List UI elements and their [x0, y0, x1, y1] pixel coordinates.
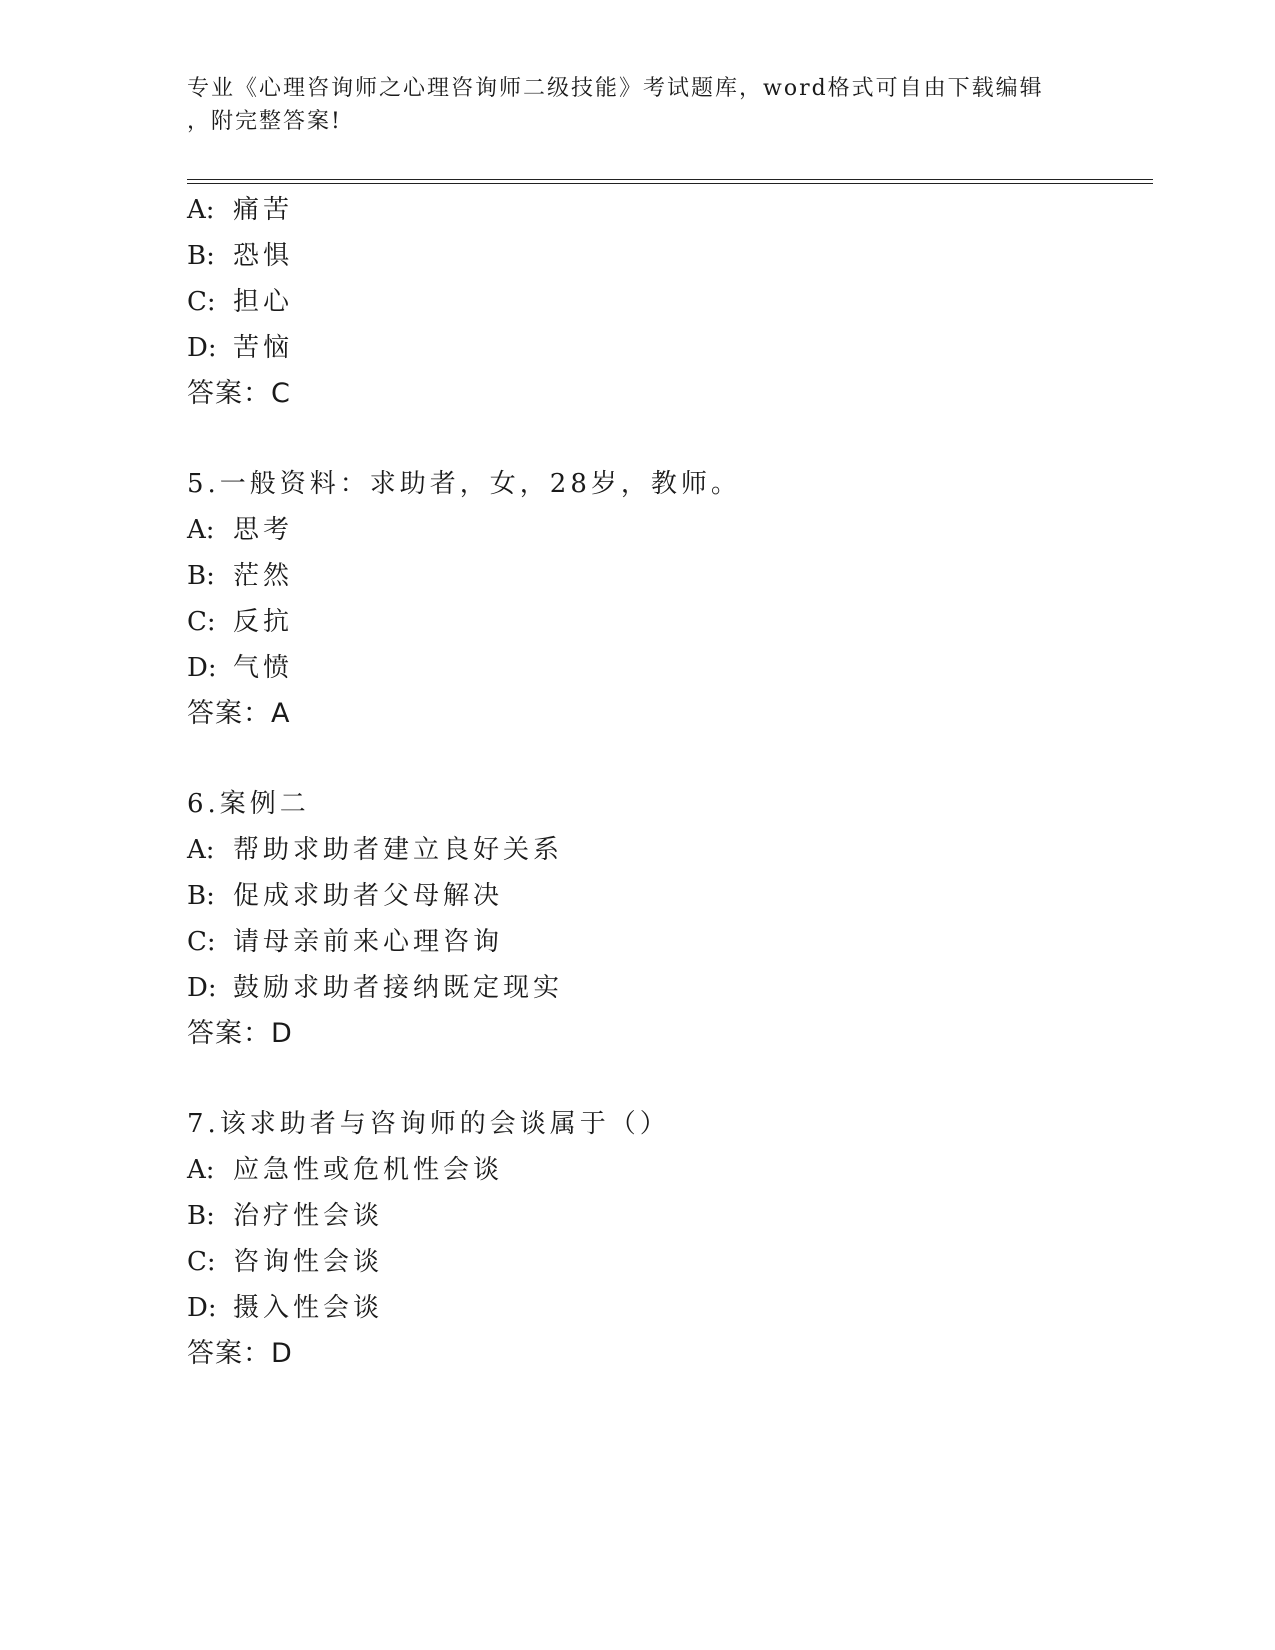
option-c [187, 599, 1147, 645]
option-letter: B: [187, 881, 215, 911]
option-text: 治疗性会谈 [233, 1201, 384, 1231]
question-block [187, 1101, 1147, 1377]
option-b [187, 553, 1147, 599]
spacer [187, 417, 1147, 461]
option-text: 应急性或危机性会谈 [233, 1155, 504, 1185]
question-block [187, 781, 1147, 1057]
header-rule-top [187, 179, 1153, 180]
option-letter: C: [187, 607, 216, 637]
option-text: 担心 [233, 287, 294, 317]
option-c [187, 1239, 1147, 1285]
option-text: 鼓励求助者接纳既定现实 [233, 973, 564, 1003]
option-text: 请母亲前来心理咨询 [233, 927, 504, 957]
option-d [187, 325, 1147, 371]
option-c [187, 919, 1147, 965]
answer-line: 答案：D [187, 1018, 293, 1049]
option-a [187, 187, 1147, 233]
option-text: 帮助求助者建立良好关系 [233, 835, 564, 865]
question-list [187, 187, 1147, 1377]
question-block [187, 187, 1147, 417]
option-a [187, 827, 1147, 873]
option-text: 促成求助者父母解决 [233, 881, 504, 911]
option-letter: D: [187, 1293, 217, 1323]
option-text: 恐惧 [233, 241, 294, 271]
option-a [187, 1147, 1147, 1193]
question-title: 6.案例二 [187, 789, 310, 819]
option-letter: C: [187, 1247, 216, 1277]
option-text: 思考 [233, 515, 294, 545]
question-title: 5.一般资料：求助者，女，28岁，教师。 [187, 469, 741, 499]
option-letter: D: [187, 653, 217, 683]
option-letter: D: [187, 973, 217, 1003]
option-letter: D: [187, 333, 217, 363]
option-d [187, 1285, 1147, 1331]
option-letter: B: [187, 561, 215, 591]
spacer [187, 737, 1147, 781]
header-line-1: 专业《心理咨询师之心理咨询师二级技能》考试题库，word格式可自由下载编辑 [187, 76, 1044, 101]
header-rule-bottom [187, 183, 1153, 184]
answer-line: 答案：A [187, 698, 291, 729]
option-text: 反抗 [233, 607, 294, 637]
answer-line: 答案：C [187, 378, 291, 409]
option-letter: B: [187, 241, 215, 271]
option-text: 痛苦 [233, 195, 294, 225]
option-a [187, 507, 1147, 553]
option-text: 摄入性会谈 [233, 1293, 384, 1323]
header-line-2: ，附完整答案! [187, 109, 342, 134]
option-text: 气愤 [233, 653, 294, 683]
option-letter: A: [187, 1155, 215, 1185]
option-b [187, 873, 1147, 919]
option-letter: A: [187, 515, 215, 545]
option-c [187, 279, 1147, 325]
question-block [187, 461, 1147, 737]
question-title: 7.该求助者与咨询师的会谈属于（） [187, 1109, 670, 1139]
option-d [187, 645, 1147, 691]
answer-line: 答案：D [187, 1338, 293, 1369]
option-text: 茫然 [233, 561, 294, 591]
option-b [187, 233, 1147, 279]
option-letter: A: [187, 835, 215, 865]
option-text: 咨询性会谈 [233, 1247, 384, 1277]
option-letter: C: [187, 927, 216, 957]
option-b [187, 1193, 1147, 1239]
option-d [187, 965, 1147, 1011]
spacer [187, 1057, 1147, 1101]
option-letter: A: [187, 195, 215, 225]
document-header [187, 72, 1087, 138]
option-letter: B: [187, 1201, 215, 1231]
option-text: 苦恼 [233, 333, 294, 363]
option-letter: C: [187, 287, 216, 317]
